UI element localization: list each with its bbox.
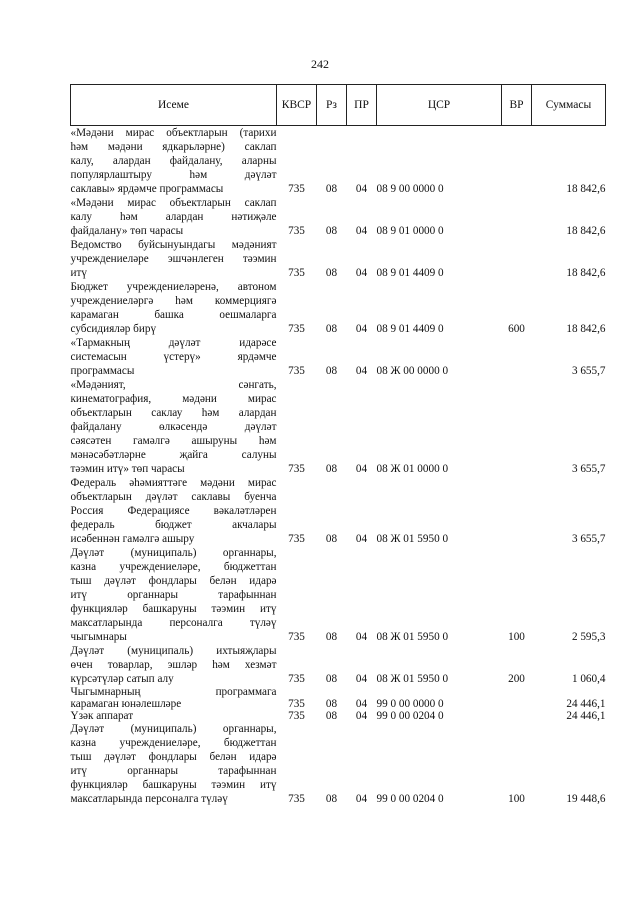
row-name-line: казна учреждениеләре, бюджеттан (70, 561, 277, 573)
row-name (71, 280, 277, 336)
row-name-line: саклавы» ярдәмче программасы (70, 183, 224, 195)
row-pr: 04 (355, 793, 368, 805)
row-kvsr: 735 (288, 710, 305, 722)
row-name-line: өчен товарлар, эшләр һәм хезмәт (70, 659, 277, 671)
row-pr: 04 (355, 183, 368, 195)
row-name-line: казна учреждениеләре, бюджеттан (70, 737, 277, 749)
row-kvsr: 735 (288, 365, 305, 377)
row-csr: 99 0 00 0000 0 (376, 698, 444, 710)
row-name-line: тыш дәүләт фондлары белән идарә (70, 751, 277, 763)
table-row (71, 722, 606, 806)
table-row (71, 686, 606, 710)
row-pr: 04 (355, 225, 368, 237)
row-vr (502, 336, 532, 378)
row-name (71, 336, 277, 378)
row-sum: 19 448,6 (566, 793, 606, 805)
row-name-line: карамаган башка оешмаларга (70, 309, 277, 321)
row-csr: 08 Ж 01 5950 0 (376, 533, 449, 545)
row-csr: 08 9 01 4409 0 (376, 323, 444, 335)
row-kvsr: 735 (288, 183, 305, 195)
row-csr: 99 0 00 0204 0 (376, 793, 444, 805)
row-name-line: калу һәм алардан нәтиҗәле (70, 211, 277, 223)
row-pr: 04 (355, 365, 368, 377)
table-row (71, 378, 606, 476)
row-rz: 08 (325, 533, 338, 545)
row-name (71, 378, 277, 476)
column-header-sum: Суммасы (532, 85, 606, 126)
row-name-line: карамаган юнәлешләре (70, 698, 182, 710)
table-row (71, 238, 606, 280)
row-vr (502, 710, 532, 722)
row-name-line: популярлаштыру һәм дәүләт (70, 169, 277, 181)
row-name-line: объектларын дәүләт саклавы буенча (70, 491, 277, 503)
row-sum: 2 595,3 (571, 631, 606, 643)
row-vr: 200 (508, 673, 525, 685)
row-pr: 04 (355, 673, 368, 685)
row-rz: 08 (325, 365, 338, 377)
row-kvsr: 735 (288, 225, 305, 237)
row-vr (502, 196, 532, 238)
row-pr: 04 (355, 463, 368, 475)
row-name (71, 476, 277, 546)
row-name-line: исәбеннән гамәлгә ашыру (70, 533, 195, 545)
row-name (71, 722, 277, 806)
table-row (71, 280, 606, 336)
row-kvsr: 735 (288, 533, 305, 545)
table-header-row (71, 85, 606, 126)
row-pr: 04 (355, 267, 368, 279)
row-name (71, 546, 277, 644)
row-rz: 08 (325, 698, 338, 710)
row-kvsr: 735 (288, 631, 305, 643)
row-name-line: тәэмин итү» төп чарасы (70, 463, 185, 475)
row-name-line: кинематография, мәдәни мирас (70, 393, 277, 405)
row-vr (502, 686, 532, 710)
row-name-line: функцияләр башкаруны тәэмин итү (70, 603, 277, 615)
row-kvsr: 735 (288, 267, 305, 279)
row-sum: 3 655,7 (571, 533, 606, 545)
row-kvsr: 735 (288, 673, 305, 685)
row-rz: 08 (325, 463, 338, 475)
row-name-line: «Мәдәният, сәнгать, (70, 379, 277, 391)
row-name-line: максатларында персоналга түләү (70, 617, 277, 629)
table-row (71, 126, 606, 197)
row-kvsr: 735 (288, 463, 305, 475)
row-sum: 18 842,6 (566, 183, 606, 195)
row-name-line: чыгымнары (70, 631, 127, 643)
row-sum: 24 446,1 (566, 698, 606, 710)
row-name-line: программасы (70, 365, 135, 377)
row-name (71, 644, 277, 686)
row-vr (502, 126, 532, 197)
table-row (71, 710, 606, 722)
row-name-line: Үзәк аппарат (70, 710, 134, 722)
row-vr: 600 (508, 323, 525, 335)
row-name-line: максатларында персоналга түләү (70, 793, 228, 805)
row-csr: 08 9 01 0000 0 (376, 225, 444, 237)
row-name-line: Дәүләт (муниципаль) органнары, (70, 723, 277, 735)
row-sum: 1 060,4 (571, 673, 606, 685)
row-name-line: Бюджет учреждениеләренә, автоном (70, 281, 277, 293)
row-name-line: учреждениеләргә һәм коммерциягә (70, 295, 277, 307)
row-name-line: калу, алардан файдалану, аларны (70, 155, 277, 167)
row-name-line: объектларын саклау һәм алардан (70, 407, 277, 419)
row-vr (502, 238, 532, 280)
column-header-vr: ВР (502, 85, 532, 126)
page-number: 242 (311, 57, 329, 71)
row-name (71, 686, 277, 710)
row-name-line: системасын үстерү» ярдәмче (70, 351, 277, 363)
column-header-rz: Рз (317, 85, 347, 126)
row-name-line: итү органнары тарафыннан (70, 765, 277, 777)
row-rz: 08 (325, 323, 338, 335)
row-sum: 18 842,6 (566, 267, 606, 279)
table-row (71, 336, 606, 378)
row-name (71, 196, 277, 238)
row-name-line: «Мәдәни мирас объектларын (тарихи (70, 127, 277, 139)
row-csr: 08 Ж 00 0000 0 (376, 365, 449, 377)
row-name-line: «Тармакның дәүләт идарәсе (70, 337, 277, 349)
row-csr: 08 Ж 01 0000 0 (376, 463, 449, 475)
row-pr: 04 (355, 323, 368, 335)
table-row (71, 196, 606, 238)
row-pr: 04 (355, 710, 368, 722)
row-name-line: итү органнары тарафыннан (70, 589, 277, 601)
row-name-line: Россия Федерациясе вәкаләтләрен (70, 505, 277, 517)
row-csr: 08 Ж 01 5950 0 (376, 673, 449, 685)
column-header-csr: ЦСР (377, 85, 502, 126)
row-vr (502, 476, 532, 546)
row-pr: 04 (355, 533, 368, 545)
row-name-line: сәясәтен гамәлгә ашыруны һәм (70, 435, 277, 447)
row-rz: 08 (325, 710, 338, 722)
row-name-line: «Мәдәни мирас объектларын саклап (70, 197, 277, 209)
row-name-line: федераль бюджет акчалары (70, 519, 277, 531)
row-sum: 3 655,7 (571, 463, 606, 475)
row-name-line: Дәүләт (муниципаль) ихтыяҗлары (70, 645, 277, 657)
row-vr: 100 (508, 631, 525, 643)
row-pr: 04 (355, 698, 368, 710)
row-sum: 3 655,7 (571, 365, 606, 377)
row-sum: 18 842,6 (566, 323, 606, 335)
row-name-line: Чыгымнарның программага (70, 686, 277, 698)
row-rz: 08 (325, 673, 338, 685)
row-vr: 100 (508, 793, 525, 805)
row-csr: 99 0 00 0204 0 (376, 710, 444, 722)
column-header-name: Исеме (71, 85, 277, 126)
row-rz: 08 (325, 225, 338, 237)
row-name-line: Ведомство буйсынуындагы мәдәният (70, 239, 277, 251)
table-row (71, 644, 606, 686)
row-sum: 24 446,1 (566, 710, 606, 722)
budget-table (70, 84, 606, 806)
row-rz: 08 (325, 631, 338, 643)
row-vr (502, 378, 532, 476)
row-rz: 08 (325, 183, 338, 195)
row-name-line: учреждениеләре эшчәнлеген тәэмин (70, 253, 277, 265)
row-sum: 18 842,6 (566, 225, 606, 237)
row-name (71, 710, 277, 722)
row-csr: 08 9 01 4409 0 (376, 267, 444, 279)
row-csr: 08 Ж 01 5950 0 (376, 631, 449, 643)
row-pr: 04 (355, 631, 368, 643)
row-rz: 08 (325, 793, 338, 805)
row-name-line: күрсәтүләр сатып алу (70, 673, 174, 685)
row-kvsr: 735 (288, 698, 305, 710)
row-name-line: файдалану» төп чарасы (70, 225, 184, 237)
row-name-line: файдалану өлкәсендә дәүләт (70, 421, 277, 433)
row-name (71, 126, 277, 197)
column-header-kvsr: КВСР (277, 85, 317, 126)
table-row (71, 476, 606, 546)
row-name-line: тыш дәүләт фондлары белән идарә (70, 575, 277, 587)
row-name-line: Федераль әһәмияттәге мәдәни мирас (70, 477, 277, 489)
row-name-line: итү (70, 267, 87, 279)
row-rz: 08 (325, 267, 338, 279)
row-csr: 08 9 00 0000 0 (376, 183, 444, 195)
table-row (71, 546, 606, 644)
table-body (71, 126, 606, 807)
row-kvsr: 735 (288, 323, 305, 335)
row-name-line: Дәүләт (муниципаль) органнары, (70, 547, 277, 559)
row-name-line: һәм мәдәни ядкарьләрне) саклап (70, 141, 277, 153)
row-name-line: функцияләр башкаруны тәэмин итү (70, 779, 277, 791)
row-name-line: мәнәсәбәтләрне җайга салуны (70, 449, 277, 461)
column-header-pr: ПР (347, 85, 377, 126)
row-kvsr: 735 (288, 793, 305, 805)
row-name-line: субсидияләр бирү (70, 323, 157, 335)
row-name (71, 238, 277, 280)
